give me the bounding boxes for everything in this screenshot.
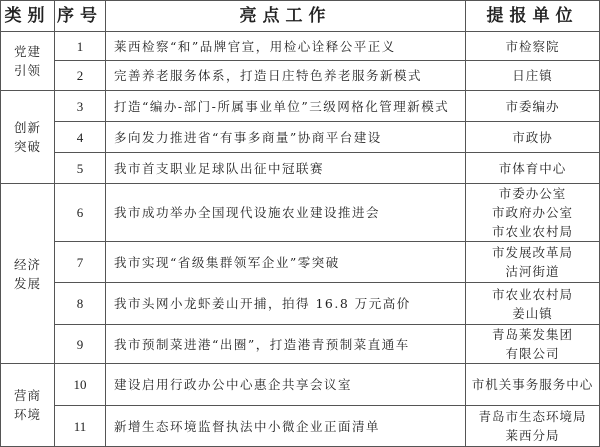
row-number: 3: [55, 91, 106, 122]
unit-cell: [466, 153, 600, 184]
category-label: 党建: [13, 44, 41, 59]
unit-name: 莱西分局: [505, 428, 560, 443]
unit-cell: [466, 122, 600, 153]
row-number: 4: [55, 122, 106, 153]
unit-name: 市检察院: [505, 38, 560, 54]
row-number: 10: [55, 364, 106, 406]
category-label: 引领: [13, 63, 41, 78]
table-row: [1, 153, 600, 184]
unit-name: 有限公司: [505, 346, 560, 361]
work-item: 我市成功举办全国现代设施农业建设推进会: [106, 184, 466, 242]
row-number: 11: [55, 406, 106, 447]
table-row: [1, 242, 600, 283]
unit-name: 市农业农村局: [491, 224, 573, 239]
unit-cell: [466, 242, 600, 283]
header-unit: 提报单位: [466, 1, 600, 32]
header-row: [1, 1, 600, 32]
row-number: 6: [55, 184, 106, 242]
category-label: 发展: [13, 275, 41, 291]
unit-name: 市发展改革局: [491, 245, 573, 260]
unit-cell: [466, 91, 600, 122]
unit-name: 日庄镇: [512, 68, 553, 83]
header-number: 序号: [55, 1, 106, 32]
table-row: [1, 61, 600, 91]
unit-name: 市农业农村局: [491, 286, 573, 302]
category-cell: [1, 32, 55, 91]
work-item: 打造“编办-部门-所属事业单位”三级网格化管理新模式: [106, 91, 466, 122]
work-item: 我市预制菜进港“出圈”，打造港青预制菜直通车: [106, 325, 466, 364]
table-row: [1, 406, 600, 447]
unit-name: 市政协: [512, 129, 553, 145]
category-cell: [1, 184, 55, 364]
table-row: [1, 91, 600, 122]
unit-name: 市政府办公室: [491, 205, 573, 220]
category-label: 突破: [13, 139, 41, 154]
work-item: 莱西检察“和”品牌官宣，用检心诠释公平正义: [106, 32, 466, 61]
work-item: 新增生态环境监督执法中小微企业正面清单: [106, 406, 466, 447]
category-cell: [1, 91, 55, 184]
row-number: 8: [55, 283, 106, 325]
table-row: [1, 32, 600, 61]
header-work: 亮点工作: [106, 1, 466, 32]
unit-name: 市机关事务服务中心: [471, 377, 594, 392]
unit-name: 市委编办: [505, 98, 560, 114]
unit-cell: [466, 325, 600, 364]
unit-name: 市体育中心: [498, 160, 567, 176]
row-number: 5: [55, 153, 106, 184]
work-item: 我市实现“省级集群领军企业”零突破: [106, 242, 466, 283]
unit-name: 青岛莱发集团: [491, 327, 573, 342]
category-label: 经济: [13, 256, 41, 272]
row-number: 2: [55, 61, 106, 91]
work-item: 我市头网小龙虾姜山开捕，拍得 16.8 万元高价: [106, 283, 466, 325]
row-number: 9: [55, 325, 106, 364]
table-row: [1, 364, 600, 406]
category-label: 创新: [13, 120, 41, 135]
table-row: [1, 122, 600, 153]
unit-name: 沽河街道: [505, 264, 560, 279]
row-number: 7: [55, 242, 106, 283]
table-row: [1, 184, 600, 242]
work-item: 多向发力推进省“有事多商量”协商平台建设: [106, 122, 466, 153]
category-label: 营商: [13, 388, 41, 403]
unit-cell: [466, 184, 600, 242]
table-row: [1, 283, 600, 325]
work-item: 建设启用行政办公中心惠企共享会议室: [106, 364, 466, 406]
table-row: [1, 325, 600, 364]
unit-name: 市委办公室: [498, 186, 567, 201]
header-category: 类别: [1, 1, 55, 32]
row-number: 1: [55, 32, 106, 61]
category-cell: [1, 364, 55, 447]
unit-name: 姜山镇: [512, 305, 553, 321]
unit-cell: [466, 364, 600, 406]
unit-name: 青岛市生态环境局: [478, 409, 587, 424]
unit-cell: [466, 61, 600, 91]
category-label: 环境: [13, 407, 41, 422]
unit-cell: [466, 406, 600, 447]
work-item: 我市首支职业足球队出征中冠联赛: [106, 153, 466, 184]
unit-cell: [466, 32, 600, 61]
unit-cell: [466, 283, 600, 325]
work-item: 完善养老服务体系，打造日庄特色养老服务新模式: [106, 61, 466, 91]
